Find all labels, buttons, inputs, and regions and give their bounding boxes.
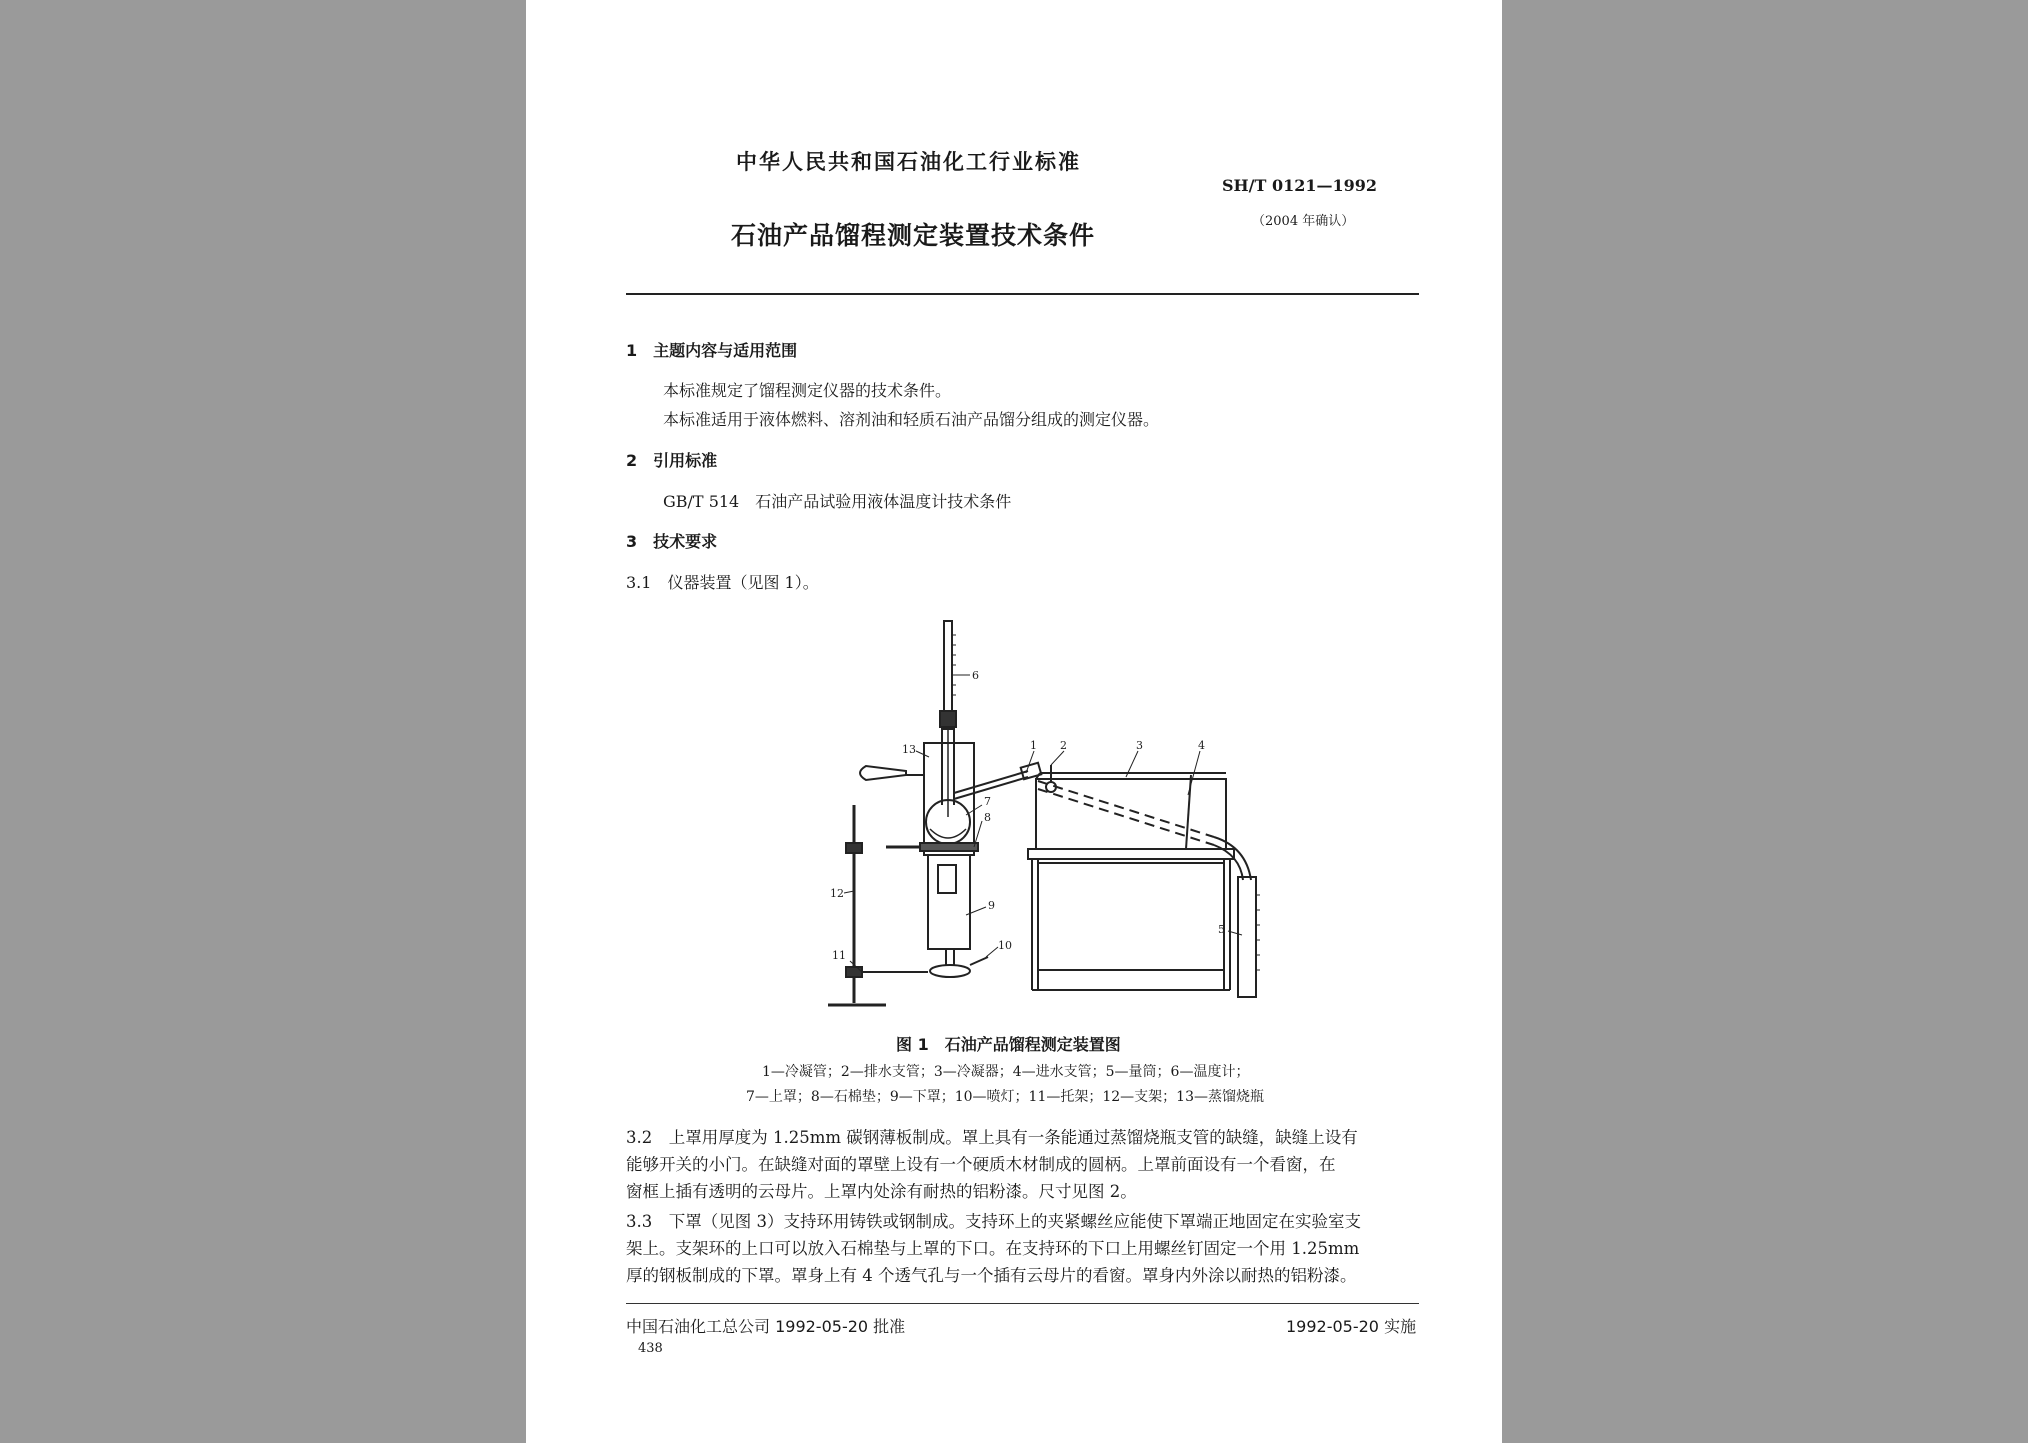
figure-label-10: 10 xyxy=(998,939,1012,952)
figure-label-12: 12 xyxy=(830,887,844,900)
burner xyxy=(930,965,970,977)
issuing-org: 中华人民共和国石油化工行业标准 xyxy=(736,150,1081,174)
thermometer-stopper xyxy=(940,711,956,727)
mica-window xyxy=(938,865,956,893)
figure-label-3: 3 xyxy=(1136,739,1143,752)
condenser-frame xyxy=(1028,849,1234,859)
clause-3-1: 3.1 仪器装置（见图 1）。 xyxy=(626,573,819,592)
figure-caption: 图 1 石油产品馏程测定装置图 xyxy=(896,1035,1121,1054)
header-rule xyxy=(626,293,1419,295)
document-title: 石油产品馏程测定装置技术条件 xyxy=(731,221,1096,250)
figure-legend-line-1: 1—冷凝管；2—排水支管；3—冷凝器；4—进水支管；5—量筒；6—温度计； xyxy=(762,1064,1250,1080)
section-3-title: 3 技术要求 xyxy=(626,532,718,551)
clause-3-3-line-2: 架上。支架环的上口可以放入石棉垫与上罩的下口。在支持环的下口上用螺丝钉固定一个用 1.25mm xyxy=(626,1239,1360,1258)
approval-note: 中国石油化工总公司 1992-05-20 批准 xyxy=(626,1317,906,1336)
document-page xyxy=(526,0,1502,1443)
asbestos-pad xyxy=(920,843,978,851)
section-2-title: 2 引用标准 xyxy=(626,451,718,470)
section-2-para-1: GB/T 514 石油产品试验用液体温度计技术条件 xyxy=(663,492,1012,511)
clause-3-3-line-3: 厚的钢板制成的下罩。罩身上有 4 个透气孔与一个插有云母片的看窗。罩身内外涂以耐热的铝粉漆。 xyxy=(626,1266,1357,1285)
figure-label-1: 1 xyxy=(1030,739,1037,752)
clause-3-3-line-1: 3.3 下罩（见图 3）支持环用铸铁或钢制成。支持环上的夹紧螺丝应能使下罩端正地固定在实验室支 xyxy=(626,1212,1361,1231)
figure-label-9: 9 xyxy=(988,899,995,912)
footer-rule xyxy=(626,1303,1419,1304)
wooden-handle xyxy=(860,766,906,780)
clause-3-2-line-1: 3.2 上罩用厚度为 1.25mm 碳钢薄板制成。罩上具有一条能通过蒸馏烧瓶支管的缺缝，缺缝上设有 xyxy=(626,1128,1358,1147)
figure-label-7: 7 xyxy=(984,795,991,808)
figure-label-2: 2 xyxy=(1060,739,1067,752)
figure-label-5: 5 xyxy=(1218,923,1225,936)
condenser-bath xyxy=(1036,779,1226,849)
figure-label-11: 11 xyxy=(832,949,846,962)
section-1-title: 1 主题内容与适用范围 xyxy=(626,341,798,360)
bracket xyxy=(846,967,862,977)
section-1-para-2: 本标准适用于液体燃料、溶剂油和轻质石油产品馏分组成的测定仪器。 xyxy=(663,410,1160,429)
page-number: 438 xyxy=(638,1341,663,1356)
figure-legend-line-2: 7—上罩；8—石棉垫；9—下罩；10—喷灯；11—托架；12—支架；13—蒸馏烧瓶 xyxy=(746,1089,1264,1105)
section-1-para-1: 本标准规定了馏程测定仪器的技术条件。 xyxy=(663,381,952,400)
figure-label-6: 6 xyxy=(972,669,979,682)
implementation-note: 1992-05-20 实施 xyxy=(1286,1317,1417,1336)
figure-label-8: 8 xyxy=(984,811,991,824)
clause-3-2-line-3: 窗框上插有透明的云母片。上罩内处涂有耐热的铝粉漆。尺寸见图 2。 xyxy=(626,1182,1137,1201)
lower-shield xyxy=(928,855,970,949)
standard-number: SH/T 0121—1992 xyxy=(1222,176,1378,195)
distillation-apparatus-figure xyxy=(766,615,1286,1015)
graduated-cylinder xyxy=(1238,877,1256,997)
figure-label-13: 13 xyxy=(902,743,916,756)
clause-3-2-line-2: 能够开关的小门。在缺缝对面的罩壁上设有一个硬质木材制成的圆柄。上罩前面设有一个看窗，在 xyxy=(626,1155,1336,1174)
figure-label-4: 4 xyxy=(1198,739,1205,752)
confirm-note: （2004 年确认） xyxy=(1252,214,1355,229)
